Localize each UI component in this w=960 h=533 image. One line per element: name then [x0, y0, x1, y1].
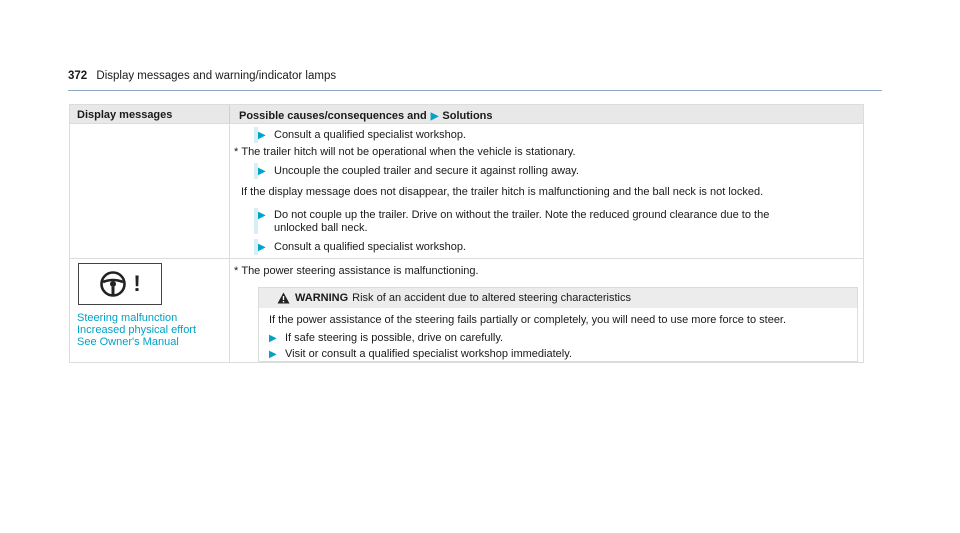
warning-label: WARNING	[295, 291, 349, 304]
warning-title: Risk of an accident due to altered steering characteristics	[352, 291, 631, 304]
action-triangle-icon: ▶	[258, 166, 266, 177]
table-header	[70, 105, 863, 123]
list-item: ▶ Do not couple up the trailer. Drive on without the trailer. Note the reduced ground clearance due to the	[258, 209, 770, 221]
action-triangle-icon: ▶	[258, 242, 266, 253]
message-text: See Owner's Manual	[77, 336, 179, 348]
col-header-causes	[230, 105, 493, 123]
steering-warning-lamp	[78, 263, 162, 305]
list-item: If the display message does not disappear, the trailer hitch is malfunctioning and the ball neck is not locked.	[241, 186, 764, 198]
table-row	[70, 123, 863, 258]
page-title: Display messages and warning/indicator lamps	[96, 70, 337, 82]
causes-cell	[230, 124, 863, 258]
message-text: Steering malfunction	[77, 312, 178, 324]
steering-wheel-icon	[99, 270, 127, 298]
message-cell	[70, 124, 230, 258]
col-header-causes-label: Possible causes/consequences and	[239, 110, 427, 122]
action-triangle-icon: ▶	[269, 349, 277, 360]
list-item: ▶ Consult a qualified specialist workshop.	[258, 241, 466, 253]
page-header	[68, 70, 882, 91]
display-messages-table	[69, 104, 864, 363]
list-item: * The trailer hitch will not be operational when the vehicle is stationary.	[234, 146, 576, 158]
action-triangle-icon: ▶	[258, 210, 266, 221]
causes-cell	[230, 259, 863, 362]
col-header-display-messages: Display messages	[70, 105, 230, 123]
action-triangle-icon: ▶	[430, 110, 439, 122]
cause-text: * The power steering assistance is malfunctioning.	[234, 265, 479, 277]
message-cell	[70, 259, 230, 362]
asterisk-mark: *	[234, 265, 239, 277]
action-triangle-icon: ▶	[269, 333, 277, 344]
page-number: 372	[68, 70, 88, 82]
warning-box	[258, 287, 858, 362]
list-item: unlocked ball neck.	[274, 222, 368, 234]
message-text: Increased physical effort	[77, 324, 197, 336]
warning-header	[259, 288, 857, 308]
list-item: ▶ Consult a qualified specialist workshop.	[258, 129, 466, 141]
list-item: ▶ Uncouple the coupled trailer and secure it against rolling away.	[258, 165, 579, 177]
list-item: ▶ If safe steering is possible, drive on carefully.	[269, 332, 504, 344]
warning-triangle-icon	[277, 292, 290, 304]
list-item: ▶ Visit or consult a qualified specialist workshop immediately.	[269, 348, 572, 360]
table-row	[70, 258, 863, 362]
asterisk-mark: *	[234, 146, 239, 158]
exclamation-icon: !	[133, 271, 141, 296]
action-triangle-icon: ▶	[258, 130, 266, 141]
warning-text: If the power assistance of the steering fails partially or completely, you will need to use more force to steer.	[269, 314, 787, 326]
col-header-solutions-label: Solutions	[442, 110, 493, 122]
